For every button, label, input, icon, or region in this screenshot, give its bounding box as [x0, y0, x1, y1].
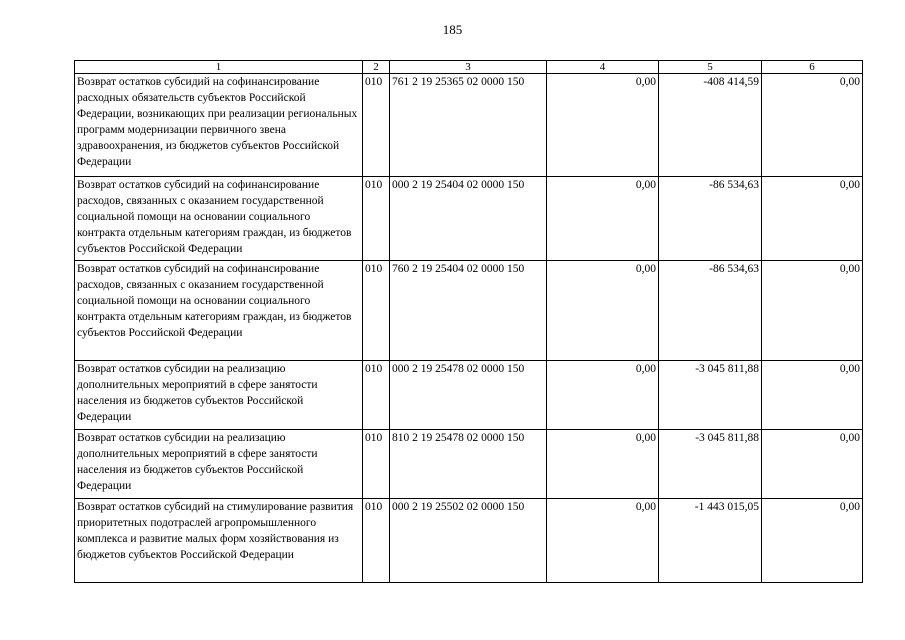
row-col6: 0,00 — [762, 361, 863, 430]
row-col4: 0,00 — [547, 74, 659, 177]
row-code-3: 000 2 19 25502 02 0000 150 — [390, 499, 547, 583]
row-name: Возврат остатков субсидии на реализацию дополнительных мероприятий в сфере занятости населения из бюджетов субъектов Российской Федерации — [75, 430, 363, 499]
row-code-2: 010 — [363, 261, 390, 361]
row-col4: 0,00 — [547, 430, 659, 499]
row-col4: 0,00 — [547, 177, 659, 261]
row-name: Возврат остатков субсидии на реализацию дополнительных мероприятий в сфере занятости населения из бюджетов субъектов Российской Федерации — [75, 361, 363, 430]
row-col5: -86 534,63 — [659, 177, 762, 261]
column-header-3: 3 — [390, 61, 547, 74]
row-col4: 0,00 — [547, 361, 659, 430]
budget-table — [74, 60, 863, 583]
row-col6: 0,00 — [762, 261, 863, 361]
row-name: Возврат остатков субсидий на софинансирование расходов, связанных с оказанием государственной социальной помощи на основании социального контракта отдельным категориям граждан, из бюджетов субъектов Российской Федерации — [75, 177, 363, 261]
row-name: Возврат остатков субсидий на софинансирование расходных обязательств субъектов Российской Федерации, возникающих при реализации региональных программ модернизации первичного звена здравоохранения, из бюджетов субъектов Российской Федерации — [75, 74, 363, 177]
row-col5: -3 045 811,88 — [659, 430, 762, 499]
row-col5: -1 443 015,05 — [659, 499, 762, 583]
row-code-3: 000 2 19 25478 02 0000 150 — [390, 361, 547, 430]
column-header-1: 1 — [75, 61, 363, 74]
row-col4: 0,00 — [547, 499, 659, 583]
page-number: 185 — [442, 22, 463, 37]
row-col6: 0,00 — [762, 499, 863, 583]
row-code-3: 000 2 19 25404 02 0000 150 — [390, 177, 547, 261]
row-code-3: 761 2 19 25365 02 0000 150 — [390, 74, 547, 177]
row-col5: -86 534,63 — [659, 261, 762, 361]
table-row — [75, 430, 863, 499]
table-row — [75, 361, 863, 430]
table-row — [75, 74, 863, 177]
table-row — [75, 499, 863, 583]
row-col6: 0,00 — [762, 177, 863, 261]
row-code-3: 760 2 19 25404 02 0000 150 — [390, 261, 547, 361]
row-col5: -408 414,59 — [659, 74, 762, 177]
row-col4: 0,00 — [547, 261, 659, 361]
row-code-2: 010 — [363, 361, 390, 430]
row-col5: -3 045 811,88 — [659, 361, 762, 430]
row-code-2: 010 — [363, 499, 390, 583]
row-col6: 0,00 — [762, 74, 863, 177]
row-code-2: 010 — [363, 177, 390, 261]
column-header-6: 6 — [762, 61, 863, 74]
column-header-4: 4 — [547, 61, 659, 74]
table-row — [75, 261, 863, 361]
table-row — [75, 177, 863, 261]
row-code-3: 810 2 19 25478 02 0000 150 — [390, 430, 547, 499]
column-header-2: 2 — [363, 61, 390, 74]
header-row — [75, 61, 863, 74]
row-col6: 0,00 — [762, 430, 863, 499]
row-name: Возврат остатков субсидий на стимулирование развития приоритетных подотраслей агропромышленного комплекса и развитие малых форм хозяйствования из бюджетов субъектов Российской Федерации — [75, 499, 363, 583]
row-code-2: 010 — [363, 74, 390, 177]
row-code-2: 010 — [363, 430, 390, 499]
row-name: Возврат остатков субсидий на софинансирование расходов, связанных с оказанием государственной социальной помощи на основании социального контракта отдельным категориям граждан, из бюджетов субъектов Российской Федерации — [75, 261, 363, 361]
column-header-5: 5 — [659, 61, 762, 74]
